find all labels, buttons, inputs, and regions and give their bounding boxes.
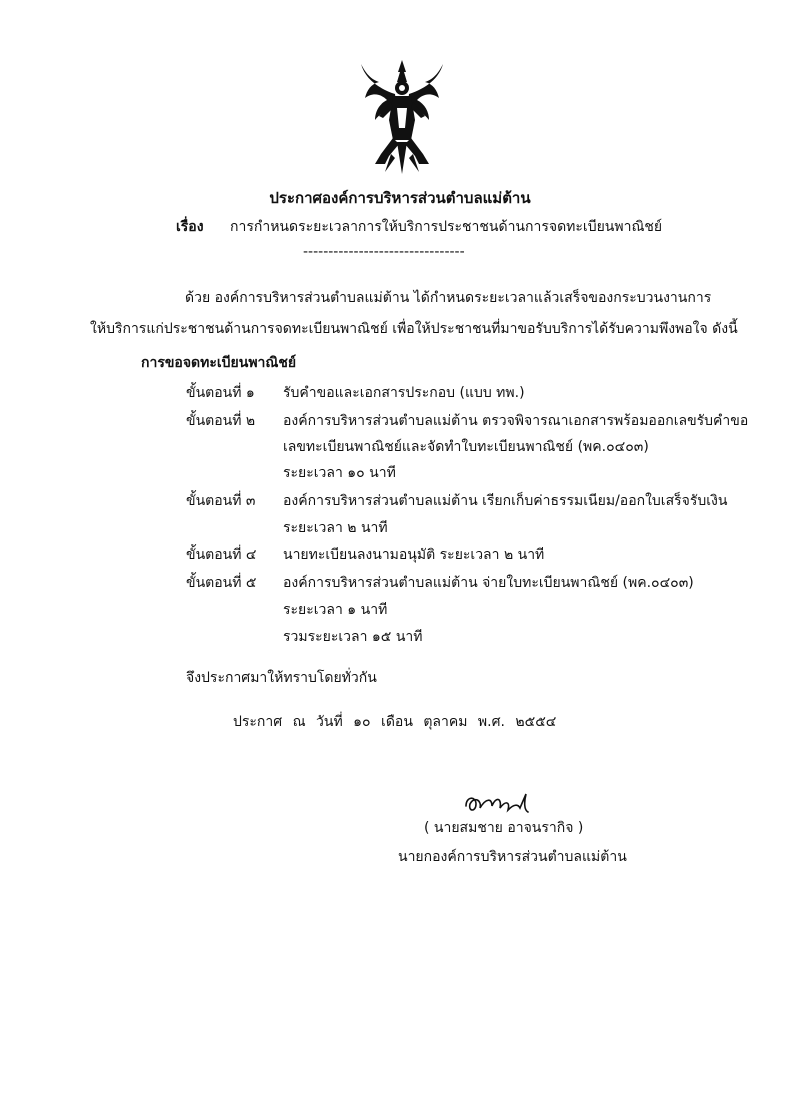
step-duration: ระยะเวลา ๑๐ นาที bbox=[283, 465, 396, 481]
announcement-date: ประกาศ ณ วันที่ ๑๐ เดือน ตุลาคม พ.ศ. ๒๕๕๔ bbox=[233, 714, 557, 730]
handwritten-signature bbox=[462, 786, 542, 818]
step-duration: ระยะเวลา ๑ นาที bbox=[283, 602, 388, 618]
signer-position: นายกองค์การบริหารส่วนตำบลแม่ต้าน bbox=[398, 849, 627, 865]
step-text: องค์การบริหารส่วนตำบลแม่ต้าน จ่ายใบทะเบียนพาณิชย์ (พค.๐๔๐๓) bbox=[283, 575, 694, 591]
signer-name: ( นายสมชาย อาจนรากิจ ) bbox=[424, 820, 584, 836]
section-title: การขอจดทะเบียนพาณิชย์ bbox=[141, 355, 297, 371]
step-text: องค์การบริหารส่วนตำบลแม่ต้าน เรียกเก็บค่าธรรมเนียม/ออกใบเสร็จรับเงิน bbox=[283, 493, 728, 509]
subject-label: เรื่อง bbox=[176, 219, 204, 235]
step-label: ขั้นตอนที่ ๓ bbox=[186, 493, 256, 509]
document-title: ประกาศองค์การบริหารส่วนตำบลแม่ต้าน bbox=[269, 189, 531, 207]
subject-text: การกำหนดระยะเวลาการให้บริการประชาชนด้านการจดทะเบียนพาณิชย์ bbox=[230, 219, 663, 235]
garuda-emblem-icon bbox=[357, 58, 447, 176]
step-label: ขั้นตอนที่ ๕ bbox=[186, 575, 257, 591]
step-duration: ระยะเวลา ๒ นาที bbox=[283, 520, 388, 536]
step-label: ขั้นตอนที่ ๔ bbox=[186, 547, 257, 563]
step-label: ขั้นตอนที่ ๑ bbox=[186, 385, 255, 401]
intro-line-1: ด้วย องค์การบริหารส่วนตำบลแม่ต้าน ได้กำหนดระยะเวลาแล้วเสร็จของกระบวนงานการ bbox=[185, 290, 712, 306]
step-text: องค์การบริหารส่วนตำบลแม่ต้าน ตรวจพิจารณาเอกสารพร้อมออกเลขรับคำขอ bbox=[283, 413, 749, 429]
step-text: รับคำขอและเอกสารประกอบ (แบบ ทพ.) bbox=[283, 385, 525, 401]
total-duration: รวมระยะเวลา ๑๕ นาที bbox=[283, 629, 423, 645]
step-text: เลขทะเบียนพาณิชย์และจัดทำใบทะเบียนพาณิชย์ (พค.๐๔๐๓) bbox=[283, 439, 649, 455]
divider-line: -------------------------------- bbox=[303, 244, 465, 260]
intro-line-2: ให้บริการแก่ประชาชนด้านการจดทะเบียนพาณิชย์ เพื่อให้ประชาชนที่มาขอรับบริการได้รับความพึงพอใจ ดังนี้ bbox=[90, 321, 738, 337]
step-text: นายทะเบียนลงนามอนุมัติ ระยะเวลา ๒ นาที bbox=[283, 547, 545, 563]
step-label: ขั้นตอนที่ ๒ bbox=[186, 413, 256, 429]
closing-statement: จึงประกาศมาให้ทราบโดยทั่วกัน bbox=[186, 670, 377, 686]
